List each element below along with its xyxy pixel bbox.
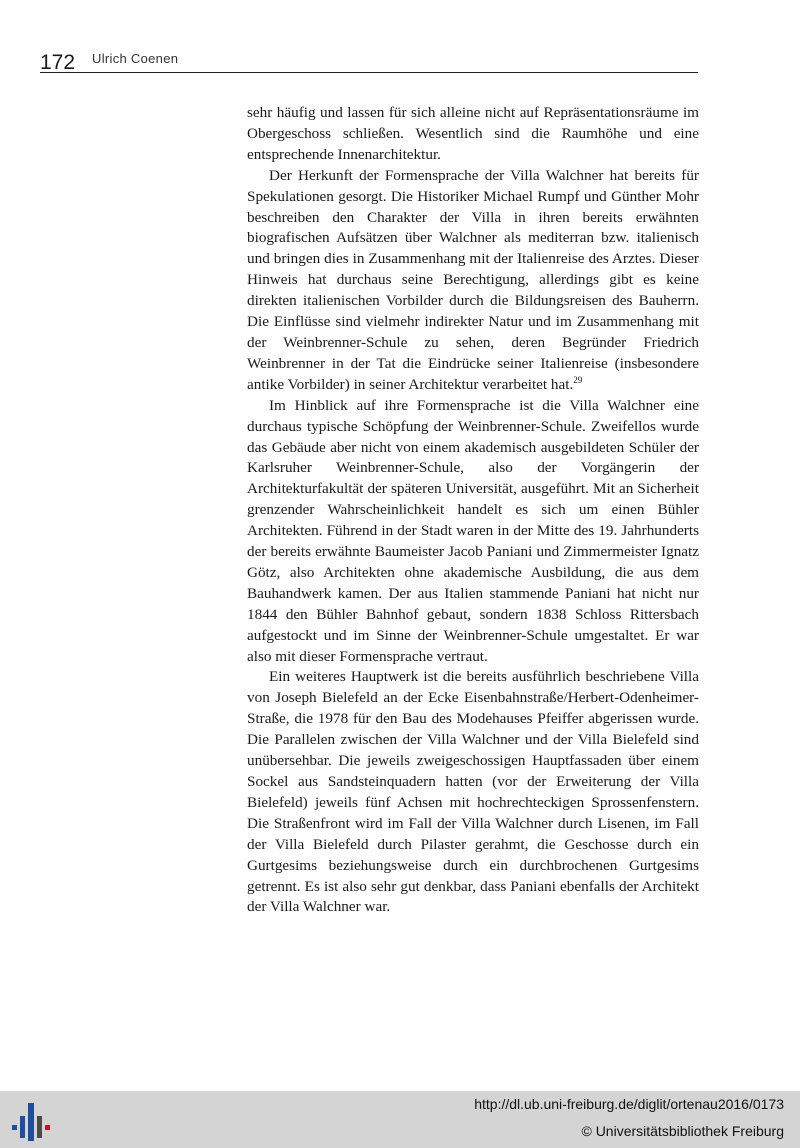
paragraph-1: sehr häufig und lassen für sich alleine nicht auf Repräsentationsräume im Obergeschoss schließen. Wesentlich sind die Raumhöhe und eine entsprechende Innenarchitektur. xyxy=(247,104,699,163)
source-url-link[interactable]: http://dl.ub.uni-freiburg.de/diglit/ortenau2016/0173 xyxy=(474,1096,784,1112)
paragraph-3: Im Hinblick auf ihre Formensprache ist die Villa Walchner eine durchaus typische Schöpfung der Weinbrenner-Schule. Zweifellos wurde das Gebäude aber nicht von einem akademisch ausgebildeten Schüler der Karlsruher Weinbrenner-Schule, also der Vorgängerin der Architekturfakultät der späteren Universität, ausgeführt. Mit an Sicherheit grenzender Wahrscheinlichkeit handelt es sich um einen Bühler Architekten. Führend in der Stadt waren in der Mitte des 19. Jahrhunderts der bereits erwähnte Baumeister Jacob Paniani und Zimmermeister Ignatz Götz, also Architekten ohne akademische Ausbildung, die aus dem Bauhandwerk kamen. Der aus Italien stammende Paniani hat nicht nur 1844 den Bühler Bahnhof gebaut, sondern 1838 Schloss Rittersbach aufgestockt und im Sinne der Weinbrenner-Schule umgestaltet. Er war also mit dieser Formensprache vertraut. xyxy=(247,396,699,665)
running-head-author: Ulrich Coenen xyxy=(92,51,179,66)
paragraph-4: Ein weiteres Hauptwerk ist die bereits ausführlich beschriebene Villa von Joseph Bielefeld an der Ecke Eisenbahnstraße/Herbert-Odenheimer-Straße, die 1978 für den Bau des Modehauses Pfeiffer abgerissen wurde. Die Parallelen zwischen der Villa Walchner und der Villa Bielefeld sind unübersehbar. Die jeweils zweigeschossigen Hauptfassaden über einem Sockel aus Sandsteinquadern hatten (vor der Erweiterung der Villa Bielefeld) jeweils fünf Achsen mit hochrechteckigen Sprossenfenstern. Die Straßenfront wird im Fall der Villa Walchner durch Lisenen, im Fall der Villa Bielefeld durch Pilaster gerahmt, die Geschosse durch ein Gurtgesims beziehungsweise durch ein durchbrochenen Gurtgesims getrennt. Es ist also sehr gut denkbar, dass Paniani ebenfalls der Architekt der Villa Walchner war. xyxy=(247,668,699,916)
logo-bar-4 xyxy=(37,1116,42,1138)
page-number: 172 xyxy=(40,51,76,74)
copyright-notice: © Universitätsbibliothek Freiburg xyxy=(581,1123,784,1139)
footnote-marker: 29 xyxy=(573,374,583,385)
logo-bar-2 xyxy=(20,1116,25,1138)
logo-bar-3 xyxy=(28,1103,34,1141)
footer-bar xyxy=(0,1091,800,1148)
body-text xyxy=(247,103,699,918)
page-header xyxy=(40,50,698,73)
paragraph-2-text: Der Herkunft der Formensprache der Villa Walchner hat bereits für Spekulationen gesorgt. Die Historiker Michael Rumpf und Günther Mohr beschreiben den Charakter der Villa in ihren bereits erwähnten biografischen Aufsätzen über Walchner als mediterran bzw. italienisch und bringen dies in Zusammenhang mit der Italienreise des Arztes. Dieser Hinweis hat durchaus seine Berechtigung, allerdings gibt es keine direkten italienischen Vorbilder durch die Bildungsreisen des Bauherrn. Die Einflüsse sind vielmehr indirekter Natur und im Zusammenhang mit der Weinbrenner-Schule zu sehen, deren Begründer Friedrich Weinbrenner in der Tat die Eindrücke seiner Italienreise (insbesondere antike Vorbilder) in seiner Architektur verarbeitet hat. xyxy=(247,166,699,393)
logo-bar-1 xyxy=(12,1125,17,1130)
logo-bar-5 xyxy=(45,1125,50,1130)
library-logo-icon xyxy=(10,1099,52,1141)
paragraph-2 xyxy=(247,166,699,396)
